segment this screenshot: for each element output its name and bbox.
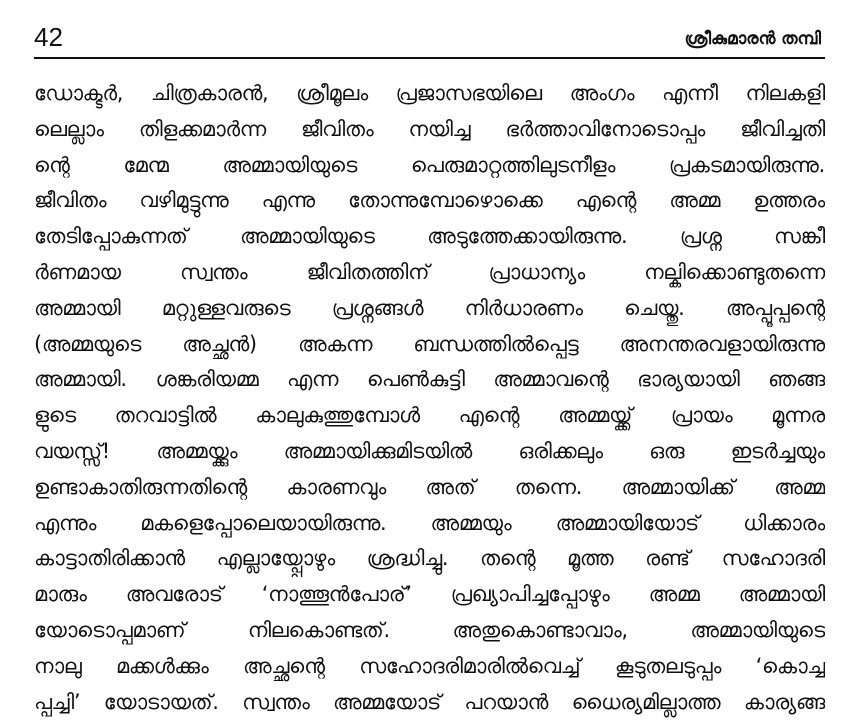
page-header bbox=[34, 22, 825, 52]
text-line: (അമ്മയുടെ അച്ഛൻ) അകന്ന ബന്ധത്തിൽപ്പെട്ട അനന്തരവളായിരുന്നു bbox=[34, 331, 825, 356]
text-line: ജീവിതം വഴിമുട്ടുന്നു എന്നു തോന്നുമ്പോഴൊക്കെ എന്റെ അമ്മ ഉത്തരം bbox=[34, 188, 825, 213]
text-line: മാരും അവരോട് ‘നാത്തൂൻപോര്’ പ്രഖ്യാപിച്ചപ്പോഴും അമ്മ അമ്മായി bbox=[34, 582, 825, 607]
page-number: 42 bbox=[34, 22, 63, 52]
text-line: യോടൊപ്പമാണ് നിലകൊണ്ടത്. അതുകൊണ്ടാവാം, അമ്മായിയുടെ bbox=[34, 617, 825, 642]
text-line: പ്പച്ചി’ യോടായത്. സ്വന്തം അമ്മയോട് പറയാൻ ധൈര്യമില്ലാത്ത കാര്യങ്ങ bbox=[34, 689, 825, 714]
text-line: നാലു മക്കൾക്കും അച്ഛന്റെ സഹോദരിമാരിൽവെച്ച് കൂടുതലടുപ്പം ‘കൊച്ച bbox=[34, 653, 825, 678]
text-line: ർണമായ സ്വന്തം ജീവിതത്തിന് പ്രാധാന്യം നല്കിക്കൊണ്ടുതന്നെ bbox=[34, 259, 825, 284]
body-text bbox=[34, 76, 825, 720]
text-line: ളുടെ തറവാട്ടിൽ കാലുകുത്തുമ്പോൾ എന്റെ അമ്മയ്ക്ക് പ്രായം മൂന്നര bbox=[34, 403, 825, 428]
text-line: അമ്മായി. ശങ്കരിയമ്മ എന്ന പെൺകുട്ടി അമ്മാവന്റെ ഭാര്യയായി ഞങ്ങ bbox=[34, 367, 825, 392]
header-rule bbox=[34, 57, 825, 59]
text-line: തേടിപ്പോകുന്നത് അമ്മായിയുടെ അടുത്തേക്കായിരുന്നു. പ്രശ്ന സങ്കീ bbox=[34, 224, 825, 249]
running-head: ശ്രീകുമാരൻ തമ്പി bbox=[684, 29, 821, 49]
text-line: ലെല്ലാം തിളക്കമാർന്ന ജീവിതം നയിച്ച ഭർത്താവിനോടൊപ്പം ജീവിച്ചതി bbox=[34, 116, 825, 141]
text-line: ന്റെ മേന്മ അമ്മായിയുടെ പെരുമാറ്റത്തിലുടനീളം പ്രകടമായിരുന്നു. bbox=[34, 152, 825, 177]
text-line: വയസ്സ്! അമ്മയ്ക്കും അമ്മായിക്കുമിടയിൽ ഒരിക്കലും ഒരു ഇടർച്ചയും bbox=[34, 438, 825, 463]
text-line: എന്നും മകളെപ്പോലെയായിരുന്നു. അമ്മയും അമ്മായിയോട് ധിക്കാരം bbox=[34, 510, 825, 535]
text-line: അമ്മായി മറ്റുള്ളവരുടെ പ്രശ്നങ്ങൾ നിർധാരണം ചെയ്തു. അപ്പൂപ്പന്റെ bbox=[34, 295, 825, 320]
text-line: ഡോക്ടർ, ചിത്രകാരൻ, ശ്രീമൂലം പ്രജാസഭയിലെ അംഗം എന്നീ നിലകളി bbox=[34, 81, 825, 105]
text-line: കാട്ടാതിരിക്കാൻ എല്ലായ്പ്പോഴും ശ്രദ്ധിച്ചു. തന്റെ മൂത്ത രണ്ട് സഹോദരി bbox=[34, 546, 825, 571]
text-line: ഉണ്ടാകാതിരുന്നതിന്റെ കാരണവും അത് തന്നെ. അമ്മായിക്ക് അമ്മ bbox=[34, 474, 825, 499]
